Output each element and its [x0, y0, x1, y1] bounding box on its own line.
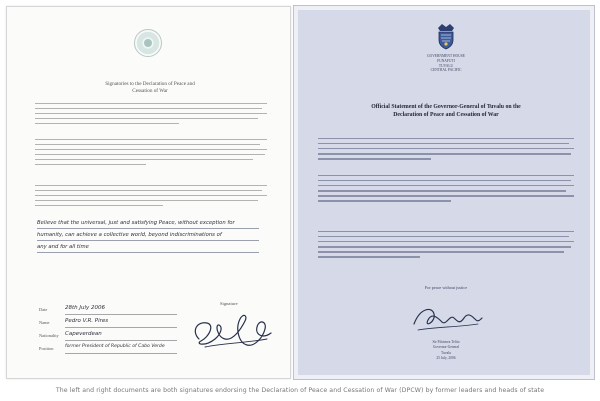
left-document [6, 6, 291, 379]
signer-line: Governor-General [432, 345, 460, 350]
crest-icon [435, 22, 457, 50]
handwritten-line: humanity, can achieve a collective world, beyond indiscriminations of [37, 232, 222, 238]
right-paragraph [318, 138, 574, 163]
signer-line: Tuvalu [440, 350, 452, 355]
signature-icon [406, 300, 486, 336]
signer-line: 25 July, 2006 [436, 356, 456, 361]
figure-caption: The left and right documents are both signatures endorsing the Declaration of Peace and Cessation of War (DPCW) by former leaders and heads of state [55, 387, 545, 394]
position-field [39, 344, 179, 356]
right-title-line-2: Declaration of Peace and Cessation of War [393, 112, 499, 119]
handwritten-line: any and for all time [37, 244, 89, 250]
right-paragraph [318, 231, 574, 262]
seal-icon [134, 29, 162, 57]
signature-label: Signature [220, 301, 238, 306]
divider [37, 252, 259, 253]
field-value: Pedro V.R. Pires [65, 318, 109, 324]
signer-line: Sir Filoimea Telito [432, 340, 460, 344]
org-line: TUVALU [438, 63, 454, 68]
organization-header [398, 54, 494, 73]
org-line: GOVERNMENT HOUSE [427, 54, 465, 58]
name-field [39, 318, 179, 330]
field-value: Capeverdean [65, 331, 102, 337]
right-paragraph [318, 175, 574, 206]
left-paragraph [35, 103, 267, 128]
left-paragraph [35, 139, 267, 169]
field-label: Position [39, 346, 54, 351]
field-label: Nationality [39, 333, 59, 338]
org-line: FUNAFUTI [437, 58, 455, 63]
signature-icon [185, 303, 277, 357]
left-document-title [45, 81, 255, 95]
signer-block [396, 340, 496, 362]
left-title-line-1: Signatories to the Declaration of Peace and [105, 81, 195, 87]
nationality-field [39, 331, 179, 343]
closing-line: For peace without justice [424, 285, 468, 290]
left-paragraph [35, 185, 267, 210]
field-label: Name [39, 320, 50, 325]
field-value: 28th July 2006 [65, 305, 106, 311]
handwritten-line: Believe that the universal, just and satisfying Peace, without exception for [37, 220, 235, 226]
org-line: CENTRAL PACIFIC [430, 68, 462, 73]
date-field [39, 305, 179, 317]
right-document [294, 6, 594, 379]
field-value: former President of Republic of Cabo Verde [65, 344, 165, 349]
right-document-title [328, 103, 564, 120]
field-label: Date [39, 307, 48, 312]
right-title-line-1: Official Statement of the Governor-General of Tuvalu on the [371, 104, 521, 110]
left-title-line-2: Cessation of War [132, 88, 168, 94]
